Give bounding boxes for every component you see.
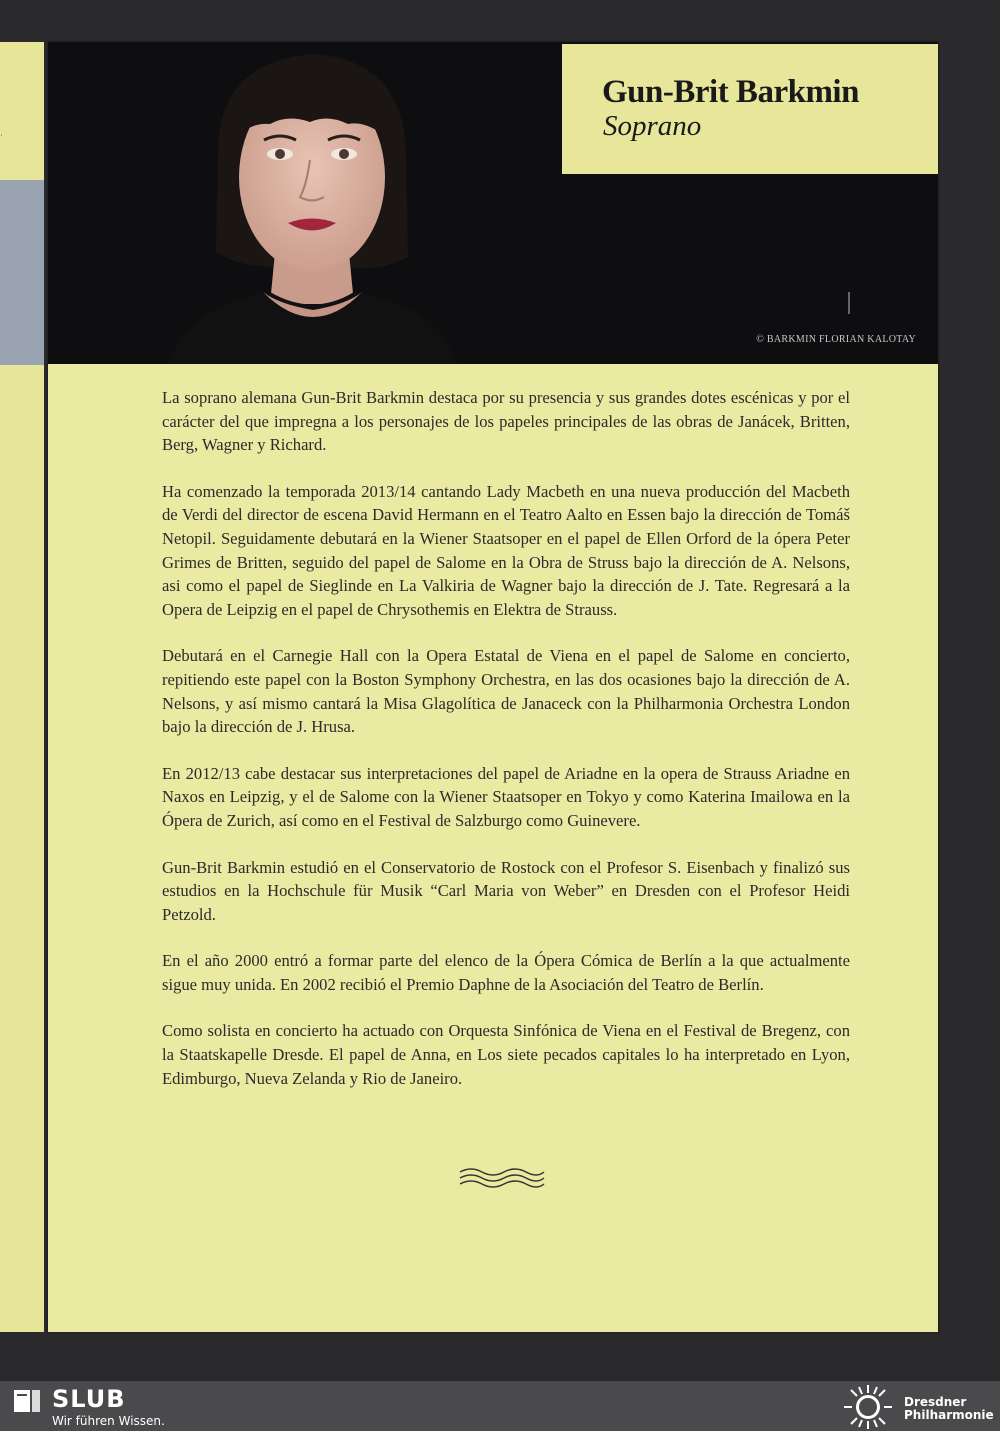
name-title-box: [562, 44, 938, 174]
footer-bar: [0, 1381, 1000, 1431]
bio-paragraph: Gun-Brit Barkmin estudió en el Conservatorio de Rostock con el Profesor S. Eisenbach y finalizó sus estudios en la Hochschule für Musik “Carl Maria von Weber” en Dresden con el Profesor Heidi Petzold.: [162, 857, 850, 924]
partner-name[interactable]: [904, 1396, 994, 1422]
partner-name-line2: Philharmonie: [904, 1408, 994, 1422]
page-edge-blue-block: [0, 180, 44, 365]
slub-logo-icon[interactable]: [12, 1386, 42, 1416]
dresdner-philharmonie-sun-icon[interactable]: [842, 1383, 894, 1431]
artist-name: Gun-Brit Barkmin: [602, 74, 859, 110]
previous-page-edge: [0, 42, 44, 1332]
wave-ornament-icon: [458, 1166, 546, 1188]
library-tagline: Wir führen Wissen.: [52, 1414, 165, 1428]
artist-role: Soprano: [603, 110, 702, 142]
photo-credit: © BARKMIN FLORIAN KALOTAY: [756, 334, 916, 345]
bio-paragraph: Debutará en el Carnegie Hall con la Opera Estatal de Viena en el papel de Salome en concierto, repitiendo este papel con la Boston Symphony Orchestra, en las dos ocasiones bajo la dirección de A. Nelsons, y así mismo cantará la Misa Glagolítica de Janaceck con la Philharmonia Orchestra London bajo la dirección de J. Hrusa.: [162, 646, 850, 737]
bio-paragraph: Como solista en concierto ha actuado con Orquesta Sinfónica de Viena en el Festival de Bregenz, con la Staatskapelle Dresde. El papel de Anna, en Los siete pecados capitales lo ha interpretado en Lyon, Edimburgo, Nueva Zelanda y Rio de Janeiro.: [162, 1021, 850, 1088]
page-edge-mark: ·: [0, 130, 3, 140]
partner-name-line1: Dresdner: [904, 1395, 967, 1409]
bio-paragraph: En el año 2000 entró a formar parte del elenco de la Ópera Cómica de Berlín a la que actualmente sigue muy unida. En 2002 recibió el Premio Daphne de la Asociación del Teatro de Berlín.: [162, 951, 850, 994]
bio-paragraph: Ha comenzado la temporada 2013/14 cantando Lady Macbeth en una nueva producción del Macbeth de Verdi del director de escena David Hermann en el Teatro Aalto en Essen bajo la dirección de Tomáš Netopil. Seguidamente debutará en la Wiener Staatsoper en el papel de Ellen Orford de la ópera Peter Grimes de Britten, seguido del papel de Salome en la Obra de Struss bajo la dirección de A. Nelsons, asi como el papel de Sieglinde en La Valkiria de Wagner bajo la dirección de J. Tate. Regresará a la Opera de Leipzig en el papel de Chrysothemis en Elektra de Strauss.: [162, 481, 850, 619]
bio-paragraph: En 2012/13 cabe destacar sus interpretaciones del papel de Ariadne en la opera de Strauss Ariadne en Naxos en Leipzig, y el de Salome con la Wiener Staatsoper en Tokyo y como Katerina Imailowa en la Ópera de Zurich, así como en el Festival de Salzburgo como Guinevere.: [162, 763, 850, 830]
biography: [162, 386, 850, 1113]
bio-paragraph: La soprano alemana Gun-Brit Barkmin destaca por su presencia y sus grandes dotes escénicas y por el carácter del que impregna a los personajes de los papeles principales de las obras de Janácek, Britten, Berg, Wagner y Richard.: [162, 388, 850, 455]
library-name[interactable]: SLUB: [52, 1385, 126, 1413]
program-page: [48, 42, 938, 1332]
portrait-photo: [48, 42, 938, 364]
